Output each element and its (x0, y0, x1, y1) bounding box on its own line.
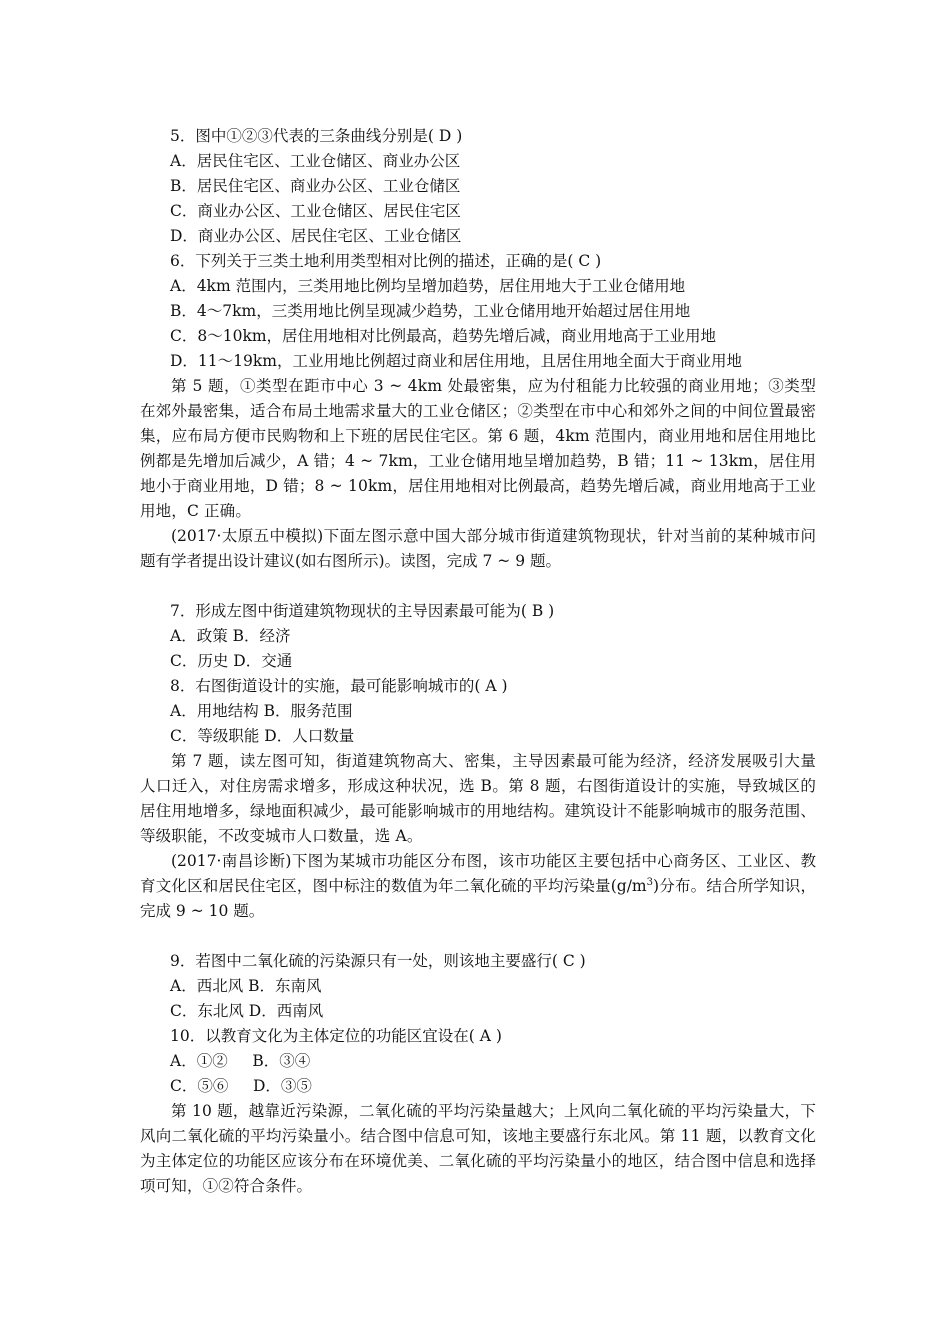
question-7-stem: 7．形成左图中街道建筑物现状的主导因素最可能为( B ) (170, 602, 555, 620)
unit-superscript: 3 (646, 877, 654, 888)
question-6-option-b: B．4～7km，三类用地比例呈现减少趋势，工业仓储用地开始超过居住用地 (170, 302, 691, 320)
question-5-option-c: C．商业办公区、工业仓储区、居民住宅区 (170, 202, 461, 220)
intro-questions-7-9: (2017·太原五中模拟)下面左图示意中国大部分城市街道建筑物现状，针对当前的某种城市问题有学者提出设计建议(如右图所示)。读图，完成 7 ~ 9 题。 (140, 527, 816, 570)
question-6-option-a: A．4km 范围内，三类用地比例均呈增加趋势，居住用地大于工业仓储用地 (170, 277, 686, 295)
explanation-7-8: 第 7 题，读左图可知，街道建筑物高大、密集，主导因素最可能为经济，经济发展吸引大量人口迁入，对住房需求增多，形成这种状况，选 B。第 8 题，右图街道设计的实施，导致城区的居住用地增多，绿地面积减少，最可能影响城市的用地结构。建筑设计不能影响城市的服务范围、等级职能，不改变城市人口数量，选 A。 (140, 752, 816, 845)
question-8-options-cd: C．等级职能 D．人口数量 (170, 727, 355, 745)
explanation-5-6: 第 5 题，①类型在距市中心 3 ~ 4km 处最密集，应为付租能力比较强的商业用地；③类型在郊外最密集，适合布局土地需求量大的工业仓储区；②类型在市中心和郊外之间的中间位置最密集，应布局方便市民购物和上下班的居民住宅区。第 6 题，4km 范围内，商业用地和居住用地比例都是先增加后减少，A 错；4 ~ 7km，工业仓储用地呈增加趋势，B 错；11 ~ 13km，居住用地小于商业用地，D 错；8 ~ 10km，居住用地相对比例最高，趋势先增后减，商业用地高于工业用地，C 正确。 (140, 377, 816, 520)
question-9-options-cd: C．东北风 D．西南风 (170, 1002, 324, 1020)
explanation-9-10: 第 10 题，越靠近污染源，二氧化硫的平均污染量越大；上风向二氧化硫的平均污染量大，下风向二氧化硫的平均污染量小。结合图中信息可知，该地主要盛行东北风。第 11 题，以教育文化为主体定位的功能区应该分布在环境优美、二氧化硫的平均污染量小的地区，结合图中信息和选择项可知，①②符合条件。 (140, 1102, 816, 1195)
question-5-option-b: B．居民住宅区、商业办公区、工业仓储区 (170, 177, 461, 195)
question-9-stem: 9．若图中二氧化硫的污染源只有一处，则该地主要盛行( C ) (170, 952, 586, 970)
question-5-stem: 5．图中①②③代表的三条曲线分别是( D ) (170, 127, 463, 145)
question-6-option-d: D．11～19km，工业用地比例超过商业和居住用地，且居住用地全面大于商业用地 (170, 352, 742, 370)
intro-text: (2017·南昌诊断)下图为某城市功能区分布图，该市功能区主要包括中心商务区、工业区、教育文化区和居民住宅区，图中标注的数值为年二氧化硫的平均污染量(g/m (140, 852, 816, 895)
question-7-options-ab: A．政策 B．经济 (170, 627, 291, 645)
question-10-stem: 10．以教育文化为主体定位的功能区宜设在( A ) (170, 1027, 502, 1045)
question-6-stem: 6．下列关于三类土地利用类型相对比例的描述，正确的是( C ) (170, 252, 602, 270)
question-6-option-c: C．8～10km，居住用地相对比例最高，趋势先增后减，商业用地高于工业用地 (170, 327, 717, 345)
document-body (140, 124, 816, 1199)
question-5-option-d: D．商业办公区、居民住宅区、工业仓储区 (170, 227, 462, 245)
intro-text-end: )分布。结合所学知识，完成 9 ~ 10 题。 (140, 877, 816, 920)
question-7-options-cd: C．历史 D．交通 (170, 652, 293, 670)
question-8-stem: 8．右图街道设计的实施，最可能影响城市的( A ) (170, 677, 508, 695)
question-10-options-cd: C．⑤⑥ D．③⑤ (170, 1077, 312, 1095)
intro-questions-9-10 (140, 849, 816, 924)
question-5-option-a: A．居民住宅区、工业仓储区、商业办公区 (170, 152, 461, 170)
figure-gap (140, 574, 816, 599)
question-10-options-ab: A．①② B．③④ (170, 1052, 311, 1070)
question-9-options-ab: A．西北风 B．东南风 (170, 977, 322, 995)
question-8-options-ab: A．用地结构 B．服务范围 (170, 702, 353, 720)
figure-gap (140, 924, 816, 949)
